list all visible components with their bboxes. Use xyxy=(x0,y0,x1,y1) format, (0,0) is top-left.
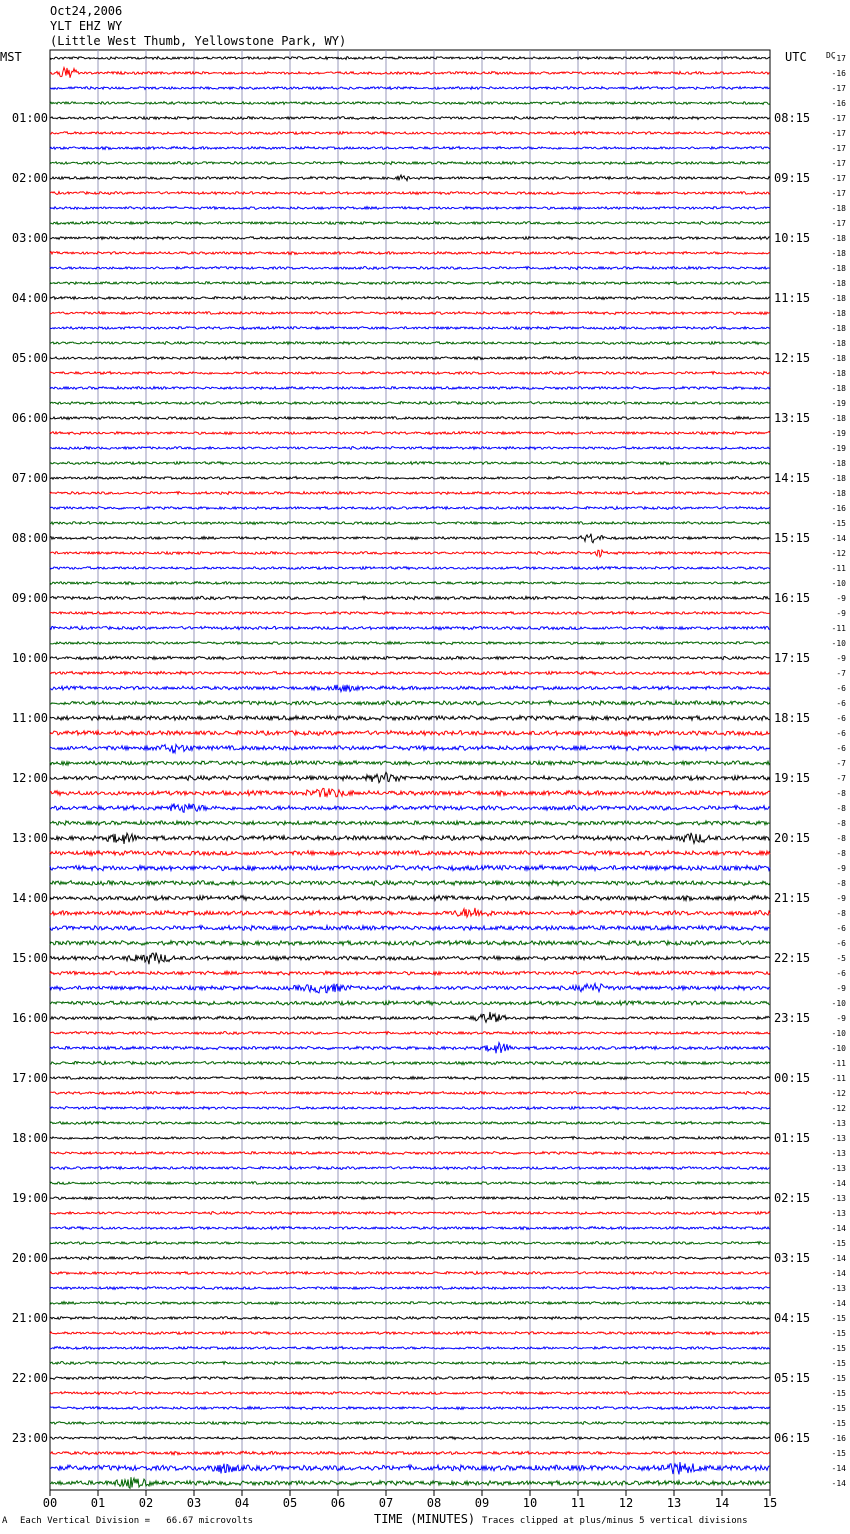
trace-row xyxy=(50,908,770,917)
x-tick-label: 12 xyxy=(618,1496,634,1510)
x-tick-label: 01 xyxy=(90,1496,106,1510)
trace-row xyxy=(50,685,770,692)
dc-offset-label: -18 xyxy=(831,324,846,333)
trace-row xyxy=(50,1077,770,1080)
hour-label-mst: 14:00 xyxy=(11,891,48,905)
dc-offset-label: -19 xyxy=(831,429,846,438)
trace-row xyxy=(50,626,770,629)
hour-label-utc: 12:15 xyxy=(774,351,811,365)
x-axis-title: TIME (MINUTES) xyxy=(374,1512,476,1526)
hour-label-utc: 13:15 xyxy=(774,411,811,425)
trace-row xyxy=(50,1092,770,1095)
trace-row xyxy=(50,252,770,255)
trace-row xyxy=(50,1462,770,1474)
dc-offset-label: -18 xyxy=(831,414,846,423)
trace-row xyxy=(50,237,770,240)
trace-row xyxy=(50,656,770,659)
dc-offset-label: -16 xyxy=(831,504,846,513)
dc-offset-label: -18 xyxy=(831,204,846,213)
trace-row xyxy=(50,833,770,844)
trace-row xyxy=(50,596,770,599)
dc-offset-label: -10 xyxy=(831,999,846,1008)
trace-row xyxy=(50,312,770,315)
hour-label-utc: 18:15 xyxy=(774,711,811,725)
dc-offset-label: -17 xyxy=(831,54,846,63)
dc-offset-label: -17 xyxy=(831,219,846,228)
left-timezone-label: MST xyxy=(0,50,22,64)
trace-row xyxy=(50,282,770,285)
dc-offset-label: -17 xyxy=(831,129,846,138)
hour-label-mst: 13:00 xyxy=(11,831,48,845)
hour-label-mst: 02:00 xyxy=(11,171,48,185)
trace-row xyxy=(50,192,770,195)
dc-offset-label: -16 xyxy=(831,99,846,108)
corner-mark: A xyxy=(2,1516,8,1526)
trace-row xyxy=(50,222,770,225)
dc-offset-label: -18 xyxy=(831,309,846,318)
hour-label-mst: 17:00 xyxy=(11,1071,48,1085)
dc-offset-label: -5 xyxy=(836,954,846,963)
dc-offset-label: -6 xyxy=(836,744,846,753)
dc-offset-label: -6 xyxy=(836,714,846,723)
hour-label-utc: 09:15 xyxy=(774,171,811,185)
dc-offset-label: -17 xyxy=(831,84,846,93)
dc-offset-label: -12 xyxy=(831,549,846,558)
trace-row xyxy=(50,1392,770,1395)
trace-row xyxy=(50,550,770,557)
trace-row xyxy=(50,1422,770,1425)
hour-label-mst: 04:00 xyxy=(11,291,48,305)
trace-row xyxy=(50,953,770,965)
dc-offset-label: -18 xyxy=(831,354,846,363)
dc-offset-label: -15 xyxy=(831,1314,846,1323)
trace-row xyxy=(50,821,770,825)
hour-label-mst: 15:00 xyxy=(11,951,48,965)
trace-row xyxy=(50,671,770,674)
trace-row xyxy=(50,477,770,480)
dc-offset-label: -8 xyxy=(836,909,846,918)
dc-offset-label: -18 xyxy=(831,279,846,288)
plot-frame xyxy=(50,50,770,1490)
trace-row xyxy=(50,1377,770,1380)
trace-row xyxy=(50,941,770,946)
trace-row xyxy=(50,147,770,150)
trace-row xyxy=(50,582,770,585)
x-tick-label: 08 xyxy=(426,1496,442,1510)
trace-row xyxy=(50,175,770,181)
dc-offset-label: -15 xyxy=(831,1359,846,1368)
hour-label-utc: 21:15 xyxy=(774,891,811,905)
dc-offset-label: -11 xyxy=(831,564,846,573)
hour-label-mst: 19:00 xyxy=(11,1191,48,1205)
dc-offset-label: -7 xyxy=(836,669,846,678)
hour-label-utc: 19:15 xyxy=(774,771,811,785)
dc-offset-label: -9 xyxy=(836,984,846,993)
trace-row xyxy=(50,1257,770,1260)
hour-label-utc: 08:15 xyxy=(774,111,811,125)
dc-offset-label: -13 xyxy=(831,1284,846,1293)
x-tick-label: 09 xyxy=(474,1496,490,1510)
trace-row xyxy=(50,1242,770,1245)
trace-row xyxy=(50,612,770,615)
dc-offset-label: -15 xyxy=(831,1239,846,1248)
dc-offset-label: -15 xyxy=(831,1344,846,1353)
trace-row xyxy=(50,1477,770,1488)
hour-label-utc: 14:15 xyxy=(774,471,811,485)
x-tick-label: 14 xyxy=(714,1496,730,1510)
trace-row xyxy=(50,387,770,390)
dc-offset-label: -18 xyxy=(831,369,846,378)
dc-offset-label: -17 xyxy=(831,189,846,198)
trace-row xyxy=(50,357,770,360)
x-tick-label: 13 xyxy=(666,1496,682,1510)
dc-offset-label: -11 xyxy=(831,1074,846,1083)
trace-row xyxy=(50,522,770,525)
dc-offset-label: -15 xyxy=(831,1329,846,1338)
dc-offset-label: -7 xyxy=(836,759,846,768)
dc-offset-label: -9 xyxy=(836,1014,846,1023)
hour-label-mst: 07:00 xyxy=(11,471,48,485)
trace-row xyxy=(50,162,770,165)
hour-label-utc: 04:15 xyxy=(774,1311,811,1325)
dc-offset-label: -13 xyxy=(831,1119,846,1128)
dc-offset-label: -8 xyxy=(836,834,846,843)
trace-row xyxy=(50,761,770,765)
trace-row xyxy=(50,267,770,270)
dc-offset-label: -6 xyxy=(836,699,846,708)
dc-label: DC xyxy=(826,51,836,60)
trace-row xyxy=(50,1317,770,1320)
trace-row xyxy=(50,462,770,465)
dc-offset-label: -11 xyxy=(831,624,846,633)
trace-row xyxy=(50,1182,770,1185)
hour-label-utc: 10:15 xyxy=(774,231,811,245)
dc-offset-label: -15 xyxy=(831,1419,846,1428)
trace-row xyxy=(50,701,770,705)
x-tick-label: 05 xyxy=(282,1496,298,1510)
hour-label-utc: 00:15 xyxy=(774,1071,811,1085)
dc-offset-label: -8 xyxy=(836,789,846,798)
x-tick-label: 15 xyxy=(762,1496,778,1510)
trace-row xyxy=(50,1212,770,1215)
trace-row xyxy=(50,417,770,420)
dc-offset-label: -6 xyxy=(836,684,846,693)
hour-label-mst: 23:00 xyxy=(11,1431,48,1445)
trace-row xyxy=(50,642,770,645)
trace-row xyxy=(50,1032,770,1035)
hour-label-utc: 22:15 xyxy=(774,951,811,965)
hour-label-utc: 03:15 xyxy=(774,1251,811,1265)
dc-offset-label: -14 xyxy=(831,1464,846,1473)
trace-row xyxy=(50,342,770,345)
hour-label-utc: 17:15 xyxy=(774,651,811,665)
dc-offset-label: -18 xyxy=(831,234,846,243)
hour-label-mst: 01:00 xyxy=(11,111,48,125)
dc-offset-label: -14 xyxy=(831,1479,846,1488)
x-tick-label: 10 xyxy=(522,1496,538,1510)
hour-label-utc: 16:15 xyxy=(774,591,811,605)
trace-row xyxy=(50,102,770,105)
dc-offset-label: -12 xyxy=(831,1104,846,1113)
dc-offset-label: -14 xyxy=(831,1269,846,1278)
hour-label-mst: 05:00 xyxy=(11,351,48,365)
clipping-note: Traces clipped at plus/minus 5 vertical divisions xyxy=(482,1516,748,1526)
dc-offset-label: -19 xyxy=(831,444,846,453)
trace-row xyxy=(50,132,770,135)
hour-label-utc: 15:15 xyxy=(774,531,811,545)
dc-offset-label: -8 xyxy=(836,849,846,858)
chart-station: YLT EHZ WY xyxy=(50,19,123,33)
dc-offset-label: -17 xyxy=(831,159,846,168)
dc-offset-label: -18 xyxy=(831,339,846,348)
chart-location: (Little West Thumb, Yellowstone Park, WY) xyxy=(50,34,347,48)
trace-row xyxy=(50,1347,770,1350)
dc-offset-label: -13 xyxy=(831,1209,846,1218)
dc-offset-label: -15 xyxy=(831,1449,846,1458)
trace-row xyxy=(50,1362,770,1365)
trace-row xyxy=(50,1001,770,1005)
dc-offset-label: -18 xyxy=(831,384,846,393)
trace-row xyxy=(50,372,770,375)
hour-label-mst: 03:00 xyxy=(11,231,48,245)
x-tick-label: 04 xyxy=(234,1496,250,1510)
trace-row xyxy=(50,1332,770,1335)
trace-row xyxy=(50,87,770,90)
dc-offset-label: -11 xyxy=(831,1059,846,1068)
dc-offset-label: -18 xyxy=(831,264,846,273)
trace-row xyxy=(50,984,770,993)
trace-row xyxy=(50,971,770,975)
dc-offset-label: -12 xyxy=(831,1089,846,1098)
trace-row xyxy=(50,926,770,931)
trace-row xyxy=(50,1061,770,1064)
dc-offset-label: -9 xyxy=(836,654,846,663)
dc-offset-label: -18 xyxy=(831,294,846,303)
hour-label-mst: 20:00 xyxy=(11,1251,48,1265)
vertical-division-note: Each Vertical Division = 66.67 microvolts xyxy=(20,1516,253,1526)
dc-offset-label: -14 xyxy=(831,1224,846,1233)
dc-offset-label: -13 xyxy=(831,1164,846,1173)
trace-row xyxy=(50,1167,770,1170)
dc-offset-label: -7 xyxy=(836,774,846,783)
dc-offset-label: -6 xyxy=(836,729,846,738)
trace-row xyxy=(50,804,770,813)
dc-offset-label: -17 xyxy=(831,174,846,183)
dc-offset-label: -14 xyxy=(831,534,846,543)
dc-offset-label: -8 xyxy=(836,819,846,828)
dc-offset-label: -17 xyxy=(831,144,846,153)
hour-label-mst: 10:00 xyxy=(11,651,48,665)
x-tick-label: 06 xyxy=(330,1496,346,1510)
dc-offset-label: -13 xyxy=(831,1134,846,1143)
dc-offset-label: -13 xyxy=(831,1194,846,1203)
trace-row xyxy=(50,881,770,886)
hour-label-utc: 01:15 xyxy=(774,1131,811,1145)
dc-offset-label: -14 xyxy=(831,1299,846,1308)
hour-label-utc: 05:15 xyxy=(774,1371,811,1385)
trace-row xyxy=(50,534,770,543)
trace-row xyxy=(50,57,770,60)
hour-label-mst: 12:00 xyxy=(11,771,48,785)
dc-offset-label: -10 xyxy=(831,639,846,648)
trace-row xyxy=(50,865,770,870)
chart-date: Oct24,2006 xyxy=(50,4,123,18)
x-tick-label: 02 xyxy=(138,1496,154,1510)
hour-label-mst: 16:00 xyxy=(11,1011,48,1025)
trace-row xyxy=(50,447,770,450)
x-tick-label: 00 xyxy=(42,1496,58,1510)
trace-row xyxy=(50,1437,770,1440)
dc-offset-label: -16 xyxy=(831,1434,846,1443)
dc-offset-label: -18 xyxy=(831,459,846,468)
dc-offset-label: -10 xyxy=(831,1044,846,1053)
trace-row xyxy=(50,788,770,797)
x-tick-label: 07 xyxy=(378,1496,394,1510)
hour-label-mst: 09:00 xyxy=(11,591,48,605)
dc-offset-label: -15 xyxy=(831,1404,846,1413)
dc-offset-label: -6 xyxy=(836,939,846,948)
trace-row xyxy=(50,896,770,901)
x-tick-label: 03 xyxy=(186,1496,202,1510)
trace-row xyxy=(50,745,770,754)
trace-row xyxy=(50,1107,770,1110)
trace-row xyxy=(50,1407,770,1410)
trace-row xyxy=(50,1197,770,1200)
trace-row xyxy=(50,1012,770,1022)
trace-row xyxy=(50,1043,770,1054)
dc-offset-label: -9 xyxy=(836,609,846,618)
dc-offset-label: -14 xyxy=(831,1179,846,1188)
hour-label-mst: 22:00 xyxy=(11,1371,48,1385)
trace-row xyxy=(50,1152,770,1155)
hour-label-utc: 02:15 xyxy=(774,1191,811,1205)
trace-row xyxy=(50,402,770,405)
trace-row xyxy=(50,492,770,495)
dc-offset-label: -19 xyxy=(831,399,846,408)
dc-offset-label: -8 xyxy=(836,879,846,888)
dc-offset-label: -8 xyxy=(836,804,846,813)
hour-label-mst: 06:00 xyxy=(11,411,48,425)
hour-label-utc: 11:15 xyxy=(774,291,811,305)
hour-label-utc: 23:15 xyxy=(774,1011,811,1025)
trace-row xyxy=(50,1272,770,1275)
dc-offset-label: -18 xyxy=(831,249,846,258)
trace-row xyxy=(50,297,770,300)
dc-offset-label: -15 xyxy=(831,1374,846,1383)
hour-label-utc: 06:15 xyxy=(774,1431,811,1445)
trace-row xyxy=(50,772,770,782)
hour-label-mst: 18:00 xyxy=(11,1131,48,1145)
dc-offset-label: -15 xyxy=(831,1389,846,1398)
right-timezone-label: UTC xyxy=(785,50,807,64)
trace-row xyxy=(50,432,770,435)
dc-offset-label: -16 xyxy=(831,69,846,78)
dc-offset-label: -18 xyxy=(831,489,846,498)
hour-label-mst: 11:00 xyxy=(11,711,48,725)
trace-row xyxy=(50,1227,770,1230)
dc-offset-label: -18 xyxy=(831,474,846,483)
trace-row xyxy=(50,507,770,510)
dc-offset-label: -15 xyxy=(831,519,846,528)
trace-row xyxy=(50,1302,770,1305)
dc-offset-label: -17 xyxy=(831,114,846,123)
trace-row xyxy=(50,1451,770,1454)
trace-row xyxy=(50,68,770,78)
dc-offset-label: -10 xyxy=(831,579,846,588)
trace-row xyxy=(50,1122,770,1125)
trace-row xyxy=(50,1137,770,1140)
trace-row xyxy=(50,1287,770,1290)
dc-offset-label: -6 xyxy=(836,924,846,933)
trace-row xyxy=(50,207,770,210)
dc-offset-label: -6 xyxy=(836,969,846,978)
dc-offset-label: -9 xyxy=(836,594,846,603)
trace-row xyxy=(50,327,770,330)
trace-row xyxy=(50,731,770,736)
dc-offset-label: -10 xyxy=(831,1029,846,1038)
dc-offset-label: -9 xyxy=(836,894,846,903)
trace-row xyxy=(50,117,770,120)
dc-offset-label: -13 xyxy=(831,1149,846,1158)
hour-label-utc: 20:15 xyxy=(774,831,811,845)
x-tick-label: 11 xyxy=(570,1496,586,1510)
hour-label-mst: 21:00 xyxy=(11,1311,48,1325)
trace-row xyxy=(50,851,770,856)
trace-row xyxy=(50,716,770,721)
trace-row xyxy=(50,567,770,570)
dc-offset-label: -14 xyxy=(831,1254,846,1263)
dc-offset-label: -9 xyxy=(836,864,846,873)
hour-label-mst: 08:00 xyxy=(11,531,48,545)
